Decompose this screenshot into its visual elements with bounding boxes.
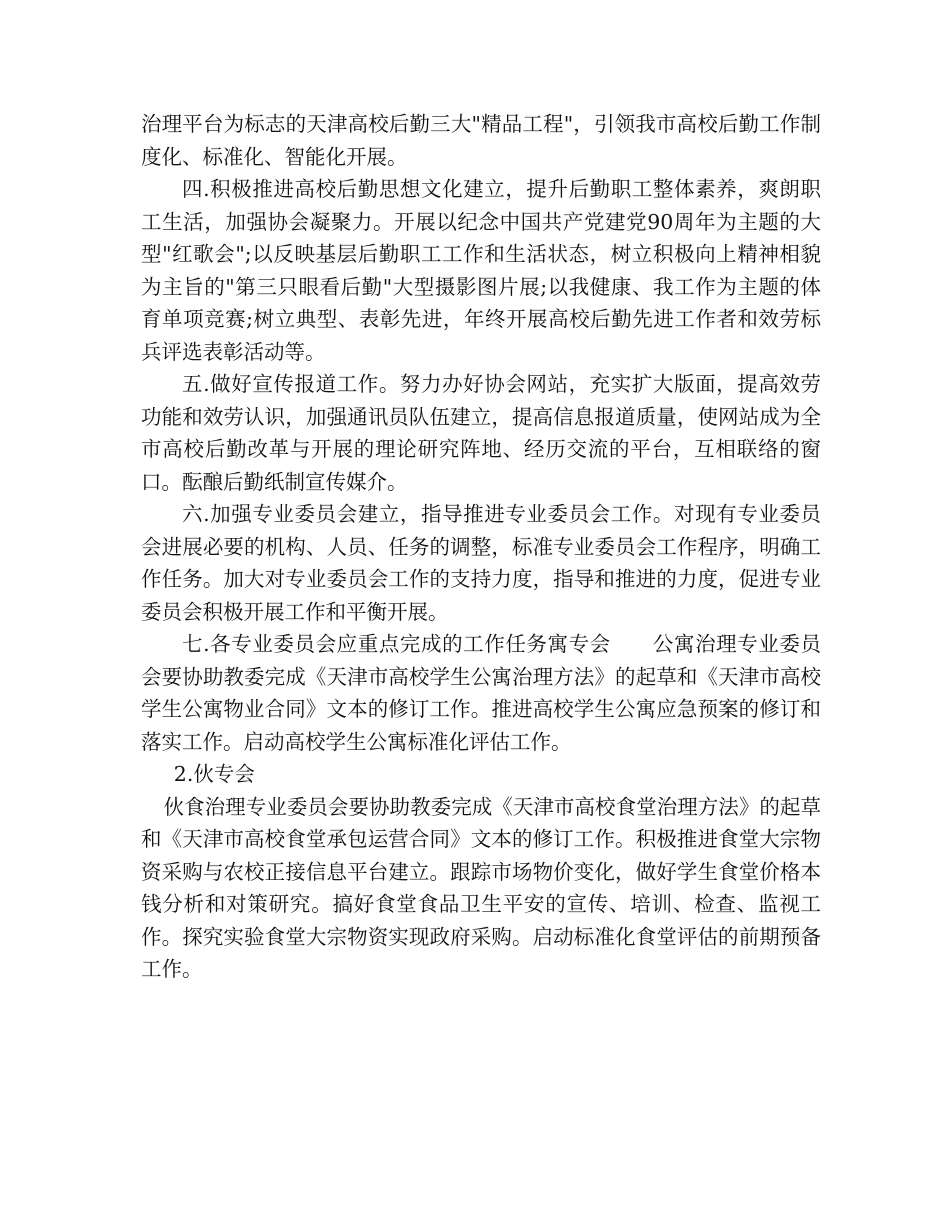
subheading-catering-committee: 2.伙专会 xyxy=(173,762,255,786)
paragraph-catering: 伙食治理专业委员会要协助教委完成《天津市高校食堂治理方法》的起草和《天津市高校食堂承包运营合同》文本的修订工作。积极推进食堂大宗物资采购与农校正接信息平台建立。跟踪市场物价变化，做好学生食堂价格本钱分析和对策研究。搞好食堂食品卫生平安的宣传、培训、检查、监视工作。探究实验食堂大宗物资实现政府采购。启动标准化食堂评估的前期预备工作。 xyxy=(141,794,821,981)
document-body xyxy=(141,108,821,986)
paragraph-section-4: 四.积极推进高校后勤思想文化建立，提升后勤职工整体素养，爽朗职工生活，加强协会凝聚力。开展以纪念中国共产党建党90周年为主题的大型"红歌会";以反映基层后勤职工工作和生活状态，树立积极向上精神相貌为主旨的"第三只眼看后勤"大型摄影图片展;以我健康、我工作为主题的体育单项竞赛;树立典型、表彰先进，年终开展高校后勤先进工作者和效劳标兵评选表彰活动等。 xyxy=(141,177,821,364)
paragraph-section-7: 七.各专业委员会应重点完成的工作任务寓专会 公寓治理专业委员会要协助教委完成《天津市高校学生公寓治理方法》的起草和《天津市高校学生公寓物业合同》文本的修订工作。推进高校学生公寓应急预案的修订和落实工作。启动高校学生公寓标准化评估工作。 xyxy=(141,632,821,754)
paragraph-continuation: 治理平台为标志的天津高校后勤三大"精品工程"，引领我市高校后勤工作制度化、标准化、智能化开展。 xyxy=(141,112,821,169)
paragraph-section-5: 五.做好宣传报道工作。努力办好协会网站，充实扩大版面，提高效劳功能和效劳认识，加强通讯员队伍建立，提高信息报道质量，使网站成为全市高校后勤改革与开展的理论研究阵地、经历交流的平台，互相联络的窗口。酝酿后勤纸制宣传媒介。 xyxy=(141,372,821,494)
paragraph-section-6: 六.加强专业委员会建立，指导推进专业委员会工作。对现有专业委员会进展必要的机构、人员、任务的调整，标准专业委员会工作程序，明确工作任务。加大对专业委员会工作的支持力度，指导和推进的力度，促进专业委员会积极开展工作和平衡开展。 xyxy=(141,502,821,624)
